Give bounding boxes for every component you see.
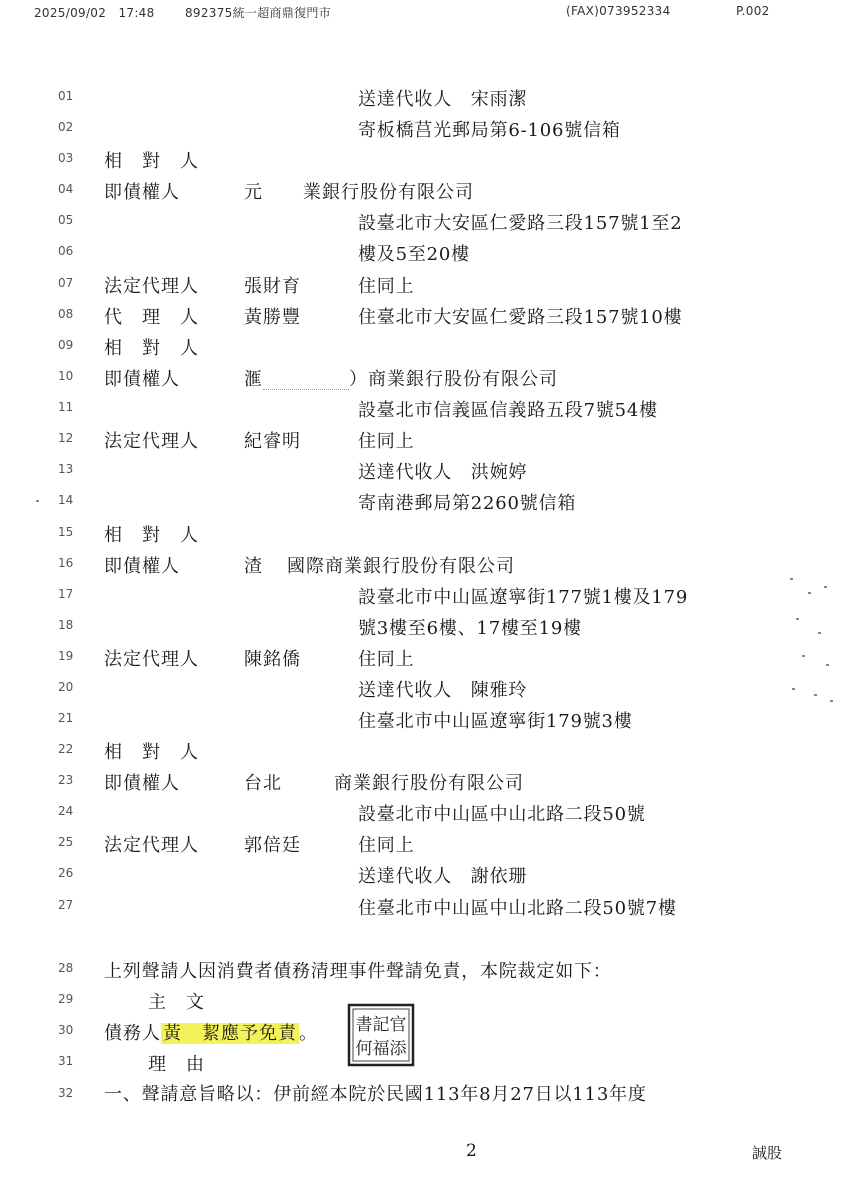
line-number: 23 — [58, 773, 74, 787]
seal-title: 書記官 — [355, 1015, 407, 1035]
line-number: 12 — [58, 431, 74, 445]
line-number: 15 — [58, 525, 74, 539]
party-role: 即債權人 — [104, 182, 180, 203]
line-number: 03 — [58, 151, 74, 165]
page-number: 2 — [466, 1141, 477, 1161]
line-number: 17 — [58, 587, 74, 601]
fax-datetime: 2025/09/02 17:48 — [34, 6, 155, 20]
creditor-name: 台北 商業銀行股份有限公司 — [244, 773, 524, 794]
party-role: 即債權人 — [104, 556, 180, 577]
line-number: 19 — [58, 649, 74, 663]
reasons-first-line: 一、聲請意旨略以：伊前經本院於民國113年8月27日以113年度 — [104, 1084, 647, 1105]
ruling-intro: 上列聲請人因消費者債務清理事件聲請免責，本院裁定如下： — [104, 961, 612, 982]
party-role: 代 理 人 — [104, 307, 199, 328]
line-number: 28 — [58, 961, 74, 975]
line-number: 01 — [58, 89, 74, 103]
line-number: 18 — [58, 618, 74, 632]
line-number: 21 — [58, 711, 74, 725]
party-role: 法定代理人 — [104, 835, 199, 856]
fax-number: (FAX)073952334 — [566, 4, 671, 18]
clerk-seal-stamp — [347, 1003, 415, 1067]
party-role: 即債權人 — [104, 369, 180, 390]
line-number: 25 — [58, 835, 74, 849]
line-text: 送達代收人 宋雨潔 — [358, 89, 528, 110]
line-number: 06 — [58, 244, 74, 258]
line-text: 住臺北市中山區中山北路二段50號7樓 — [358, 898, 677, 919]
line-text: 住同上 — [358, 276, 415, 297]
creditor-name: 滙 ）商業銀行股份有限公司 — [244, 369, 558, 390]
seal-name: 何福添 — [355, 1039, 407, 1059]
line-text: 寄板橋莒光郵局第6-106號信箱 — [358, 120, 621, 141]
line-number: 02 — [58, 120, 74, 134]
line-text: 設臺北市中山區中山北路二段50號 — [358, 804, 646, 825]
line-text: 樓及5至20樓 — [358, 244, 470, 265]
line-number: 04 — [58, 182, 74, 196]
party-role: 法定代理人 — [104, 649, 199, 670]
line-text: 住同上 — [358, 835, 415, 856]
line-number: 10 — [58, 369, 74, 383]
creditor-name: 渣 國際商業銀行股份有限公司 — [244, 556, 515, 577]
division-sign: 誠股 — [752, 1144, 783, 1162]
heading-main-text: 主 文 — [148, 992, 205, 1013]
line-text: 住臺北市大安區仁愛路三段157號10樓 — [358, 307, 683, 328]
line-number: 27 — [58, 898, 74, 912]
representative-name: 郭倍廷 — [244, 835, 301, 856]
highlighted-debtor-name: 黃 絜應予免責 — [163, 1023, 297, 1044]
party-role: 法定代理人 — [104, 276, 199, 297]
ruling-main: 債務人 黃 絜應予免責 。 — [104, 1023, 318, 1044]
line-text: 送達代收人 洪婉婷 — [358, 462, 528, 483]
line-number: 24 — [58, 804, 74, 818]
party-label: 相 對 人 — [104, 151, 199, 172]
creditor-name: 元 業銀行股份有限公司 — [244, 182, 474, 203]
line-text: 送達代收人 謝依珊 — [358, 866, 528, 887]
line-number: 14 — [58, 493, 74, 507]
line-text: 號3樓至6樓、17樓至19樓 — [358, 618, 582, 639]
line-text: 住同上 — [358, 649, 415, 670]
line-text: 住同上 — [358, 431, 415, 452]
line-text: 設臺北市大安區仁愛路三段157號1至2 — [358, 213, 683, 234]
line-number: 22 — [58, 742, 74, 756]
fax-page: P.002 — [736, 4, 770, 18]
line-number: 16 — [58, 556, 74, 570]
party-role: 法定代理人 — [104, 431, 199, 452]
line-number: 20 — [58, 680, 74, 694]
representative-name: 紀睿明 — [244, 431, 301, 452]
line-number: 08 — [58, 307, 74, 321]
line-text: 設臺北市中山區遼寧街177號1樓及179 — [358, 587, 689, 608]
line-number: 29 — [58, 992, 74, 1006]
fax-sender: 892375統一超商鼎復門市 — [185, 6, 332, 20]
heading-reasons: 理 由 — [148, 1054, 205, 1075]
representative-name: 張財育 — [244, 276, 301, 297]
agent-name: 黃勝豐 — [244, 307, 301, 328]
party-label: 相 對 人 — [104, 742, 199, 763]
line-text: 送達代收人 陳雅玲 — [358, 680, 528, 701]
line-number: 11 — [58, 400, 74, 414]
line-number: 13 — [58, 462, 74, 476]
line-number: 07 — [58, 276, 74, 290]
party-label: 相 對 人 — [104, 525, 199, 546]
line-number: 31 — [58, 1054, 74, 1068]
line-text: 設臺北市信義區信義路五段7號54樓 — [358, 400, 658, 421]
line-number: 32 — [58, 1086, 74, 1100]
line-number: 26 — [58, 866, 74, 880]
party-label: 相 對 人 — [104, 338, 199, 359]
representative-name: 陳銘僑 — [244, 649, 301, 670]
line-text: 寄南港郵局第2260號信箱 — [358, 493, 577, 514]
party-role: 即債權人 — [104, 773, 180, 794]
line-number: 09 — [58, 338, 74, 352]
line-text: 住臺北市中山區遼寧街179號3樓 — [358, 711, 633, 732]
line-number: 05 — [58, 213, 74, 227]
line-number: 30 — [58, 1023, 74, 1037]
